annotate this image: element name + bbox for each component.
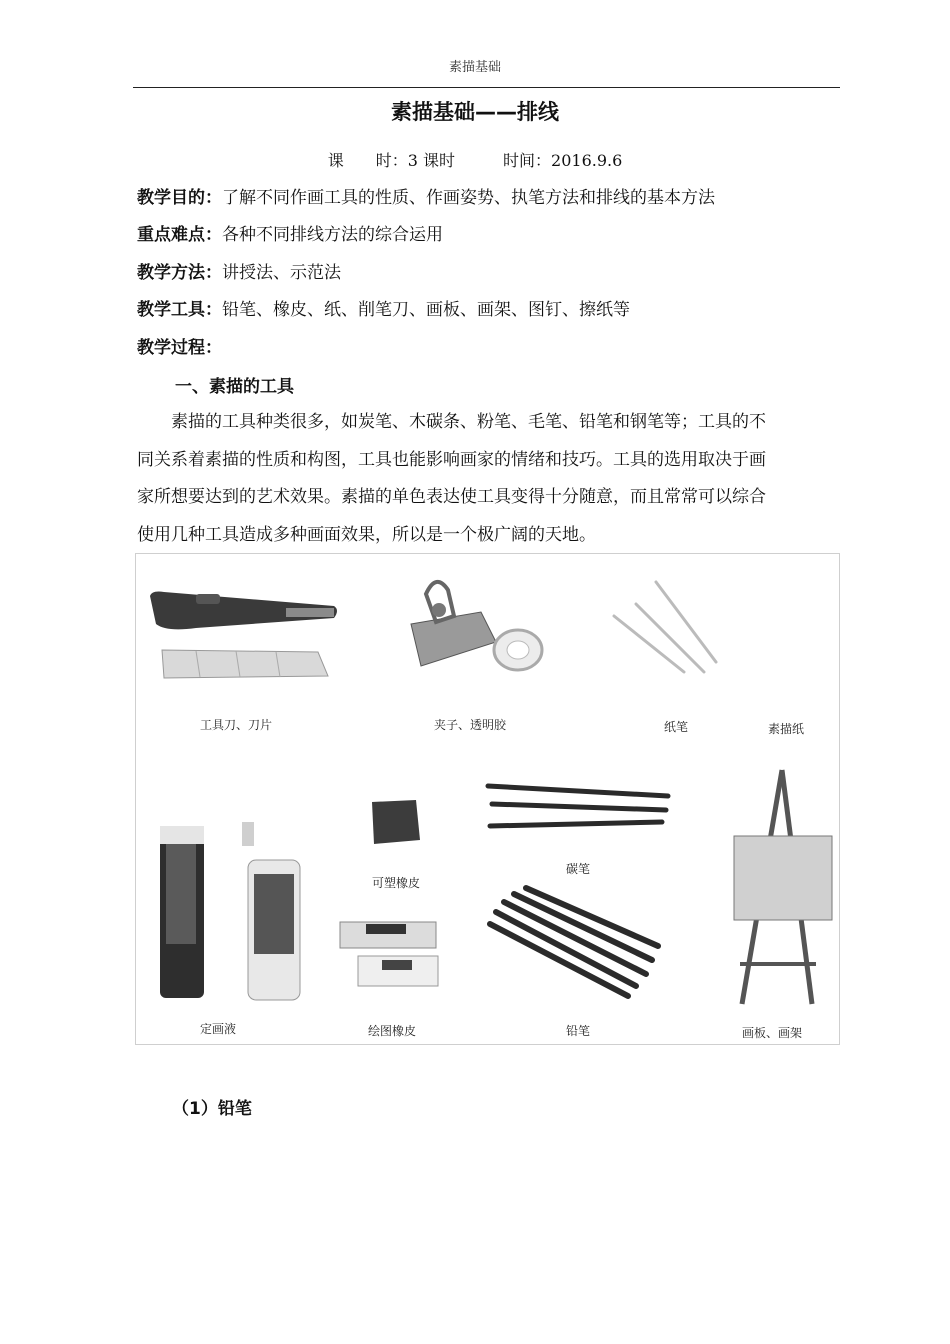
field-teaching-goal bbox=[137, 183, 715, 208]
field-key-difficulty bbox=[137, 220, 443, 245]
caption-knife: 工具刀、刀片 bbox=[200, 718, 273, 732]
field-value: 各种不同排线方法的综合运用 bbox=[222, 225, 443, 245]
caption-putty-eraser: 可塑橡皮 bbox=[372, 876, 421, 890]
drawing-eraser-illustration bbox=[340, 922, 438, 986]
paragraph-line: 家所想要达到的艺术效果。素描的单色表达使工具变得十分随意，而且常常可以综合 bbox=[137, 487, 766, 507]
caption-charcoal: 碳笔 bbox=[566, 862, 591, 876]
lesson-meta bbox=[0, 148, 950, 171]
fixative-bottles-illustration bbox=[160, 822, 300, 1000]
hours-value: 3 课时 bbox=[407, 151, 455, 170]
caption-pencil: 铅笔 bbox=[566, 1024, 591, 1038]
tools-illustration bbox=[136, 554, 840, 1045]
charcoal-pencils-illustration bbox=[488, 786, 668, 826]
caption-clip: 夹子、透明胶 bbox=[434, 718, 507, 732]
field-value: 了解不同作画工具的性质、作画姿势、执笔方法和排线的基本方法 bbox=[222, 188, 715, 208]
clip-and-tape-illustration bbox=[411, 582, 542, 670]
caption-fixative: 定画液 bbox=[200, 1022, 237, 1036]
date-label: 时间： bbox=[503, 151, 552, 170]
running-header: 素描基础 bbox=[448, 60, 501, 75]
field-teaching-tools bbox=[137, 295, 630, 320]
caption-paper-pen: 纸笔 bbox=[664, 720, 689, 734]
paragraph-line: 同关系着素描的性质和构图，工具也能影响画家的情绪和技巧。工具的选用取决于画 bbox=[137, 450, 766, 470]
drawing-tools-figure bbox=[135, 553, 840, 1045]
field-teaching-process bbox=[137, 333, 222, 358]
paragraph-line: 使用几种工具造成多种画面效果，所以是一个极广阔的天地。 bbox=[137, 525, 596, 545]
section-heading: 一、素描的工具 bbox=[175, 377, 294, 397]
paper-stump-illustration bbox=[614, 582, 716, 672]
subsection-heading: （1）铅笔 bbox=[172, 1099, 252, 1119]
field-label: 教学过程： bbox=[137, 338, 222, 358]
field-value: 铅笔、橡皮、纸、削笔刀、画板、画架、图钉、擦纸等 bbox=[222, 300, 630, 320]
date-value: 2016.9.6 bbox=[551, 151, 623, 170]
easel-illustration bbox=[734, 770, 832, 1004]
header-rule bbox=[133, 87, 840, 88]
pencils-illustration bbox=[490, 888, 658, 996]
field-label: 教学方法： bbox=[137, 263, 222, 283]
field-label: 重点难点： bbox=[137, 225, 222, 245]
caption-easel: 画板、画架 bbox=[742, 1026, 803, 1040]
field-label: 教学目的： bbox=[137, 188, 222, 208]
paragraph-line: 素描的工具种类很多，如炭笔、木碳条、粉笔、毛笔、铅笔和钢笔等；工具的不 bbox=[137, 412, 766, 432]
document-title: 素描基础——排线 bbox=[391, 100, 559, 124]
caption-drawing-eraser: 绘图橡皮 bbox=[368, 1024, 417, 1038]
caption-sketch-paper: 素描纸 bbox=[768, 722, 805, 736]
field-value: 讲授法、示范法 bbox=[222, 263, 341, 283]
putty-eraser-illustration bbox=[372, 800, 420, 844]
field-teaching-method bbox=[137, 258, 341, 283]
hours-label: 课 时： bbox=[327, 151, 408, 170]
utility-knife-illustration bbox=[150, 592, 337, 679]
field-label: 教学工具： bbox=[137, 300, 222, 320]
